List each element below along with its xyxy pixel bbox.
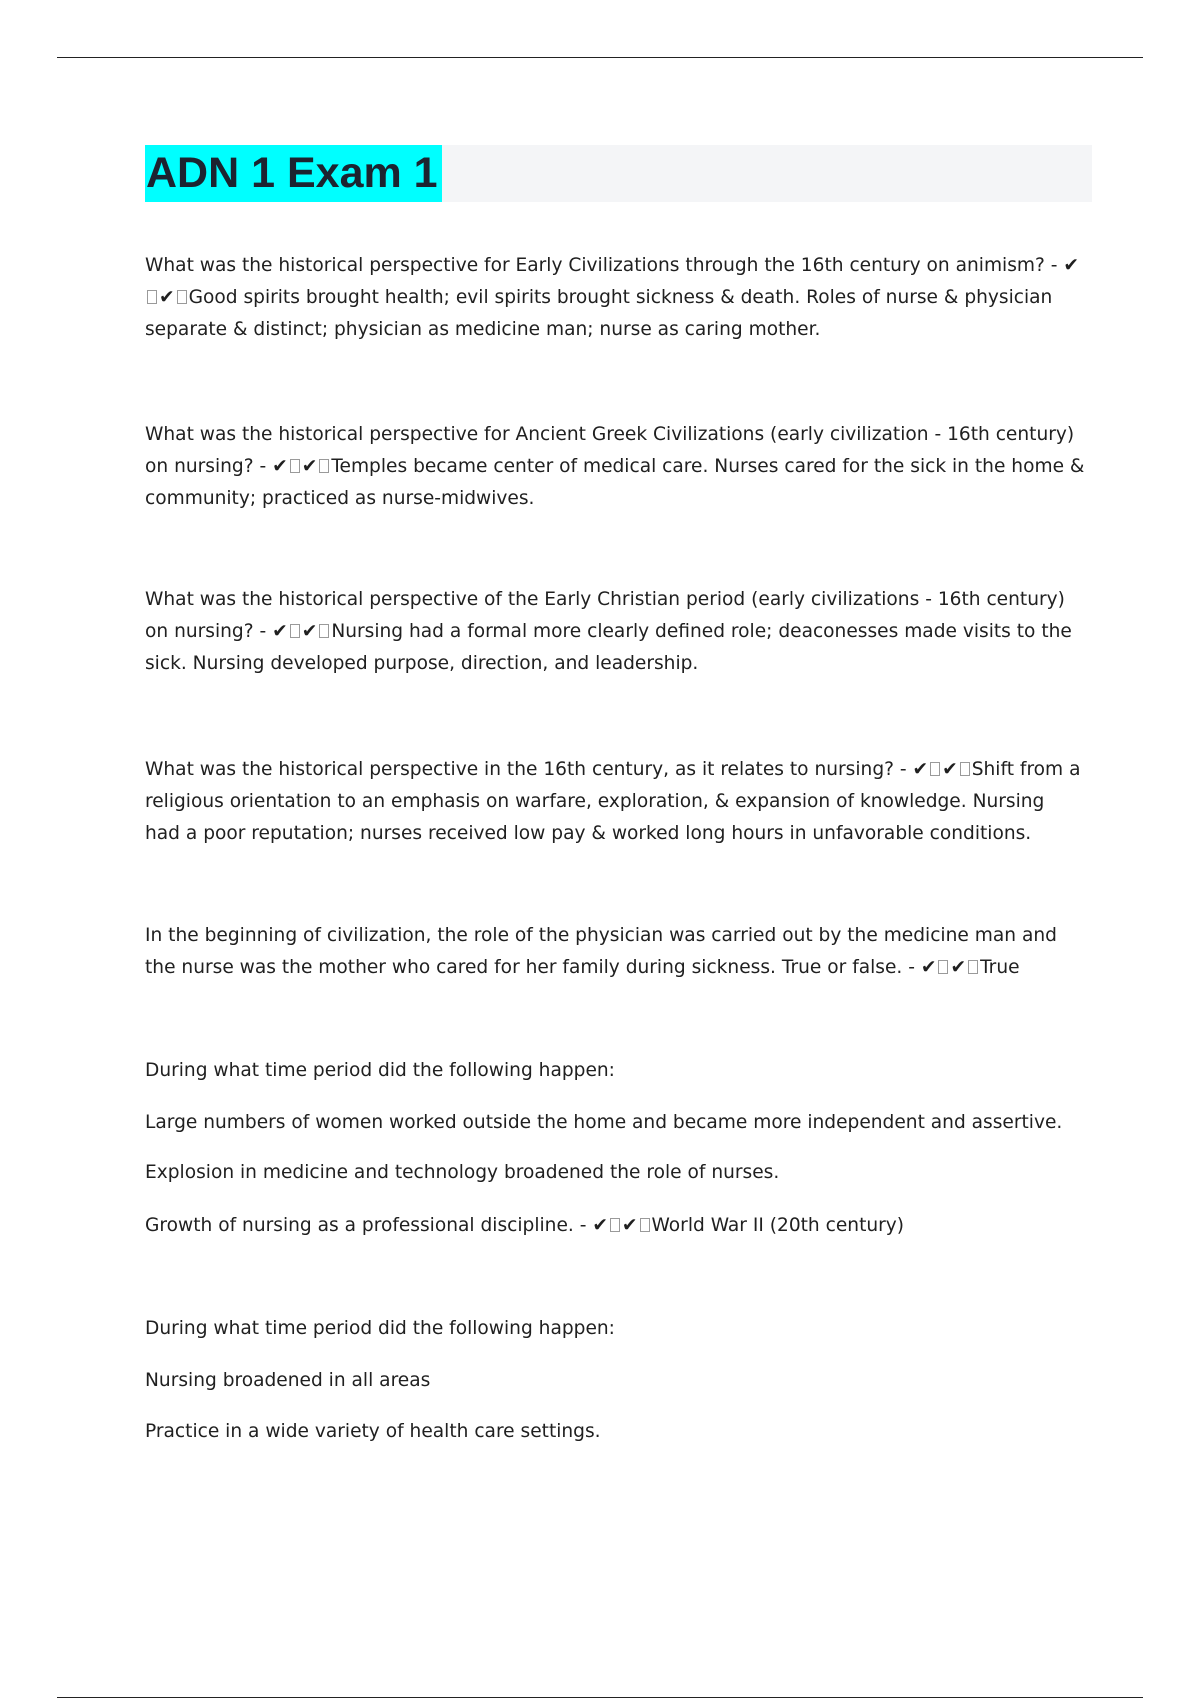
- card-6: [145, 1055, 1085, 1087]
- card-2-text: [145, 419, 1085, 515]
- card-1: [145, 250, 1085, 346]
- card-3-question: What was the historical perspective of the Early Christian period (early civilizations - 16th century) on nursing? -: [145, 589, 1065, 642]
- card-2: [145, 419, 1085, 515]
- check-mark-icon: ✔: [621, 1215, 638, 1236]
- card-6-line-3-text: Growth of nursing as a professional discipline. -: [145, 1215, 593, 1236]
- check-mark-icon: ✔: [950, 957, 967, 978]
- empty-box-icon: [930, 762, 940, 776]
- empty-box-icon: [290, 624, 300, 638]
- card-1-text: [145, 250, 1085, 346]
- empty-box-icon: [968, 960, 978, 974]
- card-6-prompt: During what time period did the following happen:: [145, 1060, 615, 1081]
- check-mark-icon: ✔: [912, 759, 929, 780]
- card-3-answer: Nursing had a formal more clearly defined role; deaconesses made visits to the sick. Nursing developed purpose, direction, and leadership.: [145, 621, 1072, 674]
- card-5-answer: True: [980, 957, 1020, 978]
- card-4-answer: Shift from a religious orientation to an emphasis on warfare, exploration, & expansion of knowledge. Nursing had a poor reputation; nurses received low pay & worked long hours in unfavorable conditions.: [145, 759, 1081, 844]
- card-3-text: [145, 584, 1085, 680]
- empty-box-icon: [290, 459, 300, 473]
- check-mark-icon: ✔: [301, 456, 318, 477]
- check-mark-icon: ✔: [1063, 255, 1080, 276]
- document-title: ADN 1 Exam 1: [145, 145, 442, 202]
- card-6-line-3-wrap: [145, 1210, 1085, 1242]
- empty-box-icon: [938, 960, 948, 974]
- check-mark-icon: ✔: [272, 621, 288, 642]
- bottom-rule: [57, 1697, 1143, 1698]
- check-mark-icon: ✔: [942, 759, 958, 780]
- card-1-question: What was the historical perspective for Early Civilizations through the 16th century on animism? -: [145, 255, 1064, 276]
- card-7-line-1: Nursing broadened in all areas: [145, 1370, 431, 1391]
- card-4-question: What was the historical perspective in the 16th century, as it relates to nursing? -: [145, 759, 913, 780]
- card-4: [145, 754, 1085, 850]
- empty-box-icon: [610, 1218, 620, 1232]
- card-5-text: [145, 920, 1085, 984]
- card-7-prompt: During what time period did the following happen:: [145, 1318, 615, 1339]
- empty-box-icon: [177, 290, 187, 304]
- card-6-answer: World War II (20th century): [651, 1215, 905, 1236]
- top-rule: [57, 57, 1143, 58]
- check-mark-icon: ✔: [272, 456, 288, 477]
- check-mark-icon: ✔: [592, 1215, 608, 1236]
- check-mark-icon: ✔: [301, 621, 318, 642]
- empty-box-icon: [640, 1218, 650, 1232]
- card-7-line-2-wrap: [145, 1416, 1085, 1448]
- card-7-line-1-wrap: [145, 1365, 1085, 1397]
- card-7-line-2: Practice in a wide variety of health care settings.: [145, 1421, 601, 1442]
- card-6-line-2: Explosion in medicine and technology broadened the role of nurses.: [145, 1162, 780, 1183]
- empty-box-icon: [147, 290, 157, 304]
- check-mark-icon: ✔: [159, 287, 175, 308]
- card-7: [145, 1313, 1085, 1345]
- card-3: [145, 584, 1085, 680]
- card-5-question: In the beginning of civilization, the role of the physician was carried out by the medicine man and the nurse was the mother who cared for her family during sickness. True or false. -: [145, 925, 1057, 978]
- empty-box-icon: [960, 762, 970, 776]
- check-mark-icon: ✔: [920, 957, 937, 978]
- card-6-line-3: [145, 1210, 1085, 1242]
- card-1-answer: Good spirits brought health; evil spirits brought sickness & death. Roles of nurse & physician separate & distinct; physician as medicine man; nurse as caring mother.: [145, 287, 1053, 340]
- card-6-line-1-wrap: [145, 1107, 1085, 1139]
- card-2-question: What was the historical perspective for Ancient Greek Civilizations (early civilization - 16th century) on nursing? -: [145, 424, 1075, 477]
- card-2-answer: Temples became center of medical care. Nurses cared for the sick in the home & community; practiced as nurse-midwives.: [145, 456, 1085, 509]
- card-6-line-2-wrap: [145, 1157, 1085, 1189]
- empty-box-icon: [319, 459, 329, 473]
- card-5: [145, 920, 1085, 984]
- empty-box-icon: [319, 624, 329, 638]
- card-6-line-1: Large numbers of women worked outside the home and became more independent and assertive.: [145, 1112, 1063, 1133]
- card-4-text: [145, 754, 1085, 850]
